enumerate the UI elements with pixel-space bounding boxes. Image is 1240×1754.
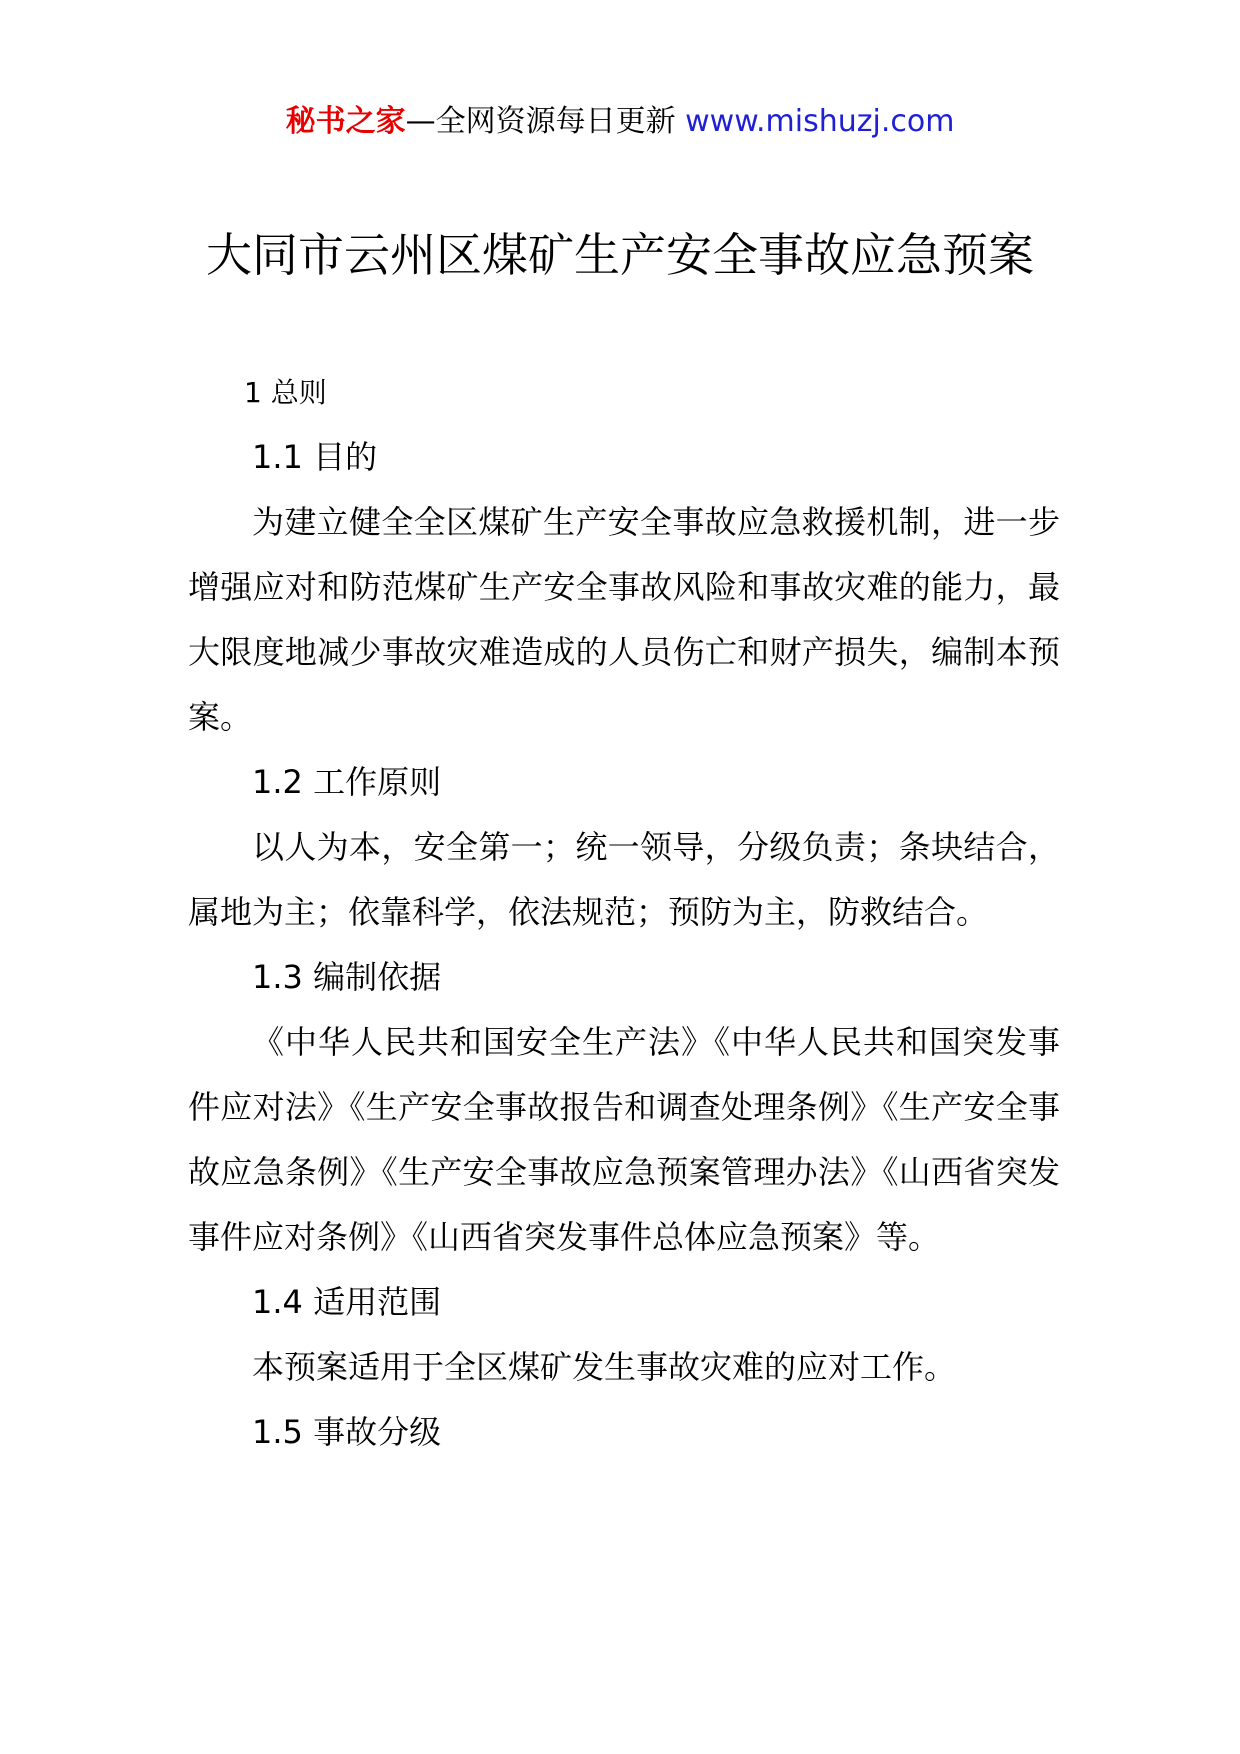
site-tagline: —全网资源每日更新 — [405, 104, 676, 139]
paragraph-principles: 以人为本，安全第一；统一领导，分级负责；条块结合，属地为主；依靠科学，依法规范；预防为主，防救结合。 — [188, 828, 1060, 931]
section-heading-general: 1 总则 — [244, 376, 327, 409]
paragraph-basis: 《中华人民共和国安全生产法》《中华人民共和国突发事件应对法》《生产安全事故报告和调查处理条例》《生产安全事故应急条例》《生产安全事故应急预案管理办法》《山西省突发事件应对条例》《山西省突发事件总体应急预案》等。 — [188, 1023, 1060, 1256]
document-body — [188, 360, 1060, 1465]
section-heading-basis: 1.3 编制依据 — [252, 958, 442, 996]
document-title: 大同市云州区煤矿生产安全事故应急预案 — [206, 228, 1034, 282]
site-url-link[interactable]: www.mishuzj.com — [685, 104, 955, 139]
site-header — [0, 100, 1240, 144]
paragraph-scope: 本预案适用于全区煤矿发生事故灾难的应对工作。 — [252, 1348, 957, 1386]
paragraph-purpose: 为建立健全全区煤矿生产安全事故应急救援机制，进一步增强应对和防范煤矿生产安全事故风险和事故灾难的能力，最大限度地减少事故灾难造成的人员伤亡和财产损失，编制本预案。 — [188, 503, 1060, 736]
section-heading-purpose: 1.1 目的 — [252, 438, 378, 476]
site-brand: 秘书之家 — [285, 104, 406, 139]
section-heading-principles: 1.2 工作原则 — [252, 763, 442, 801]
section-heading-classification: 1.5 事故分级 — [252, 1413, 442, 1451]
section-heading-scope: 1.4 适用范围 — [252, 1283, 442, 1321]
